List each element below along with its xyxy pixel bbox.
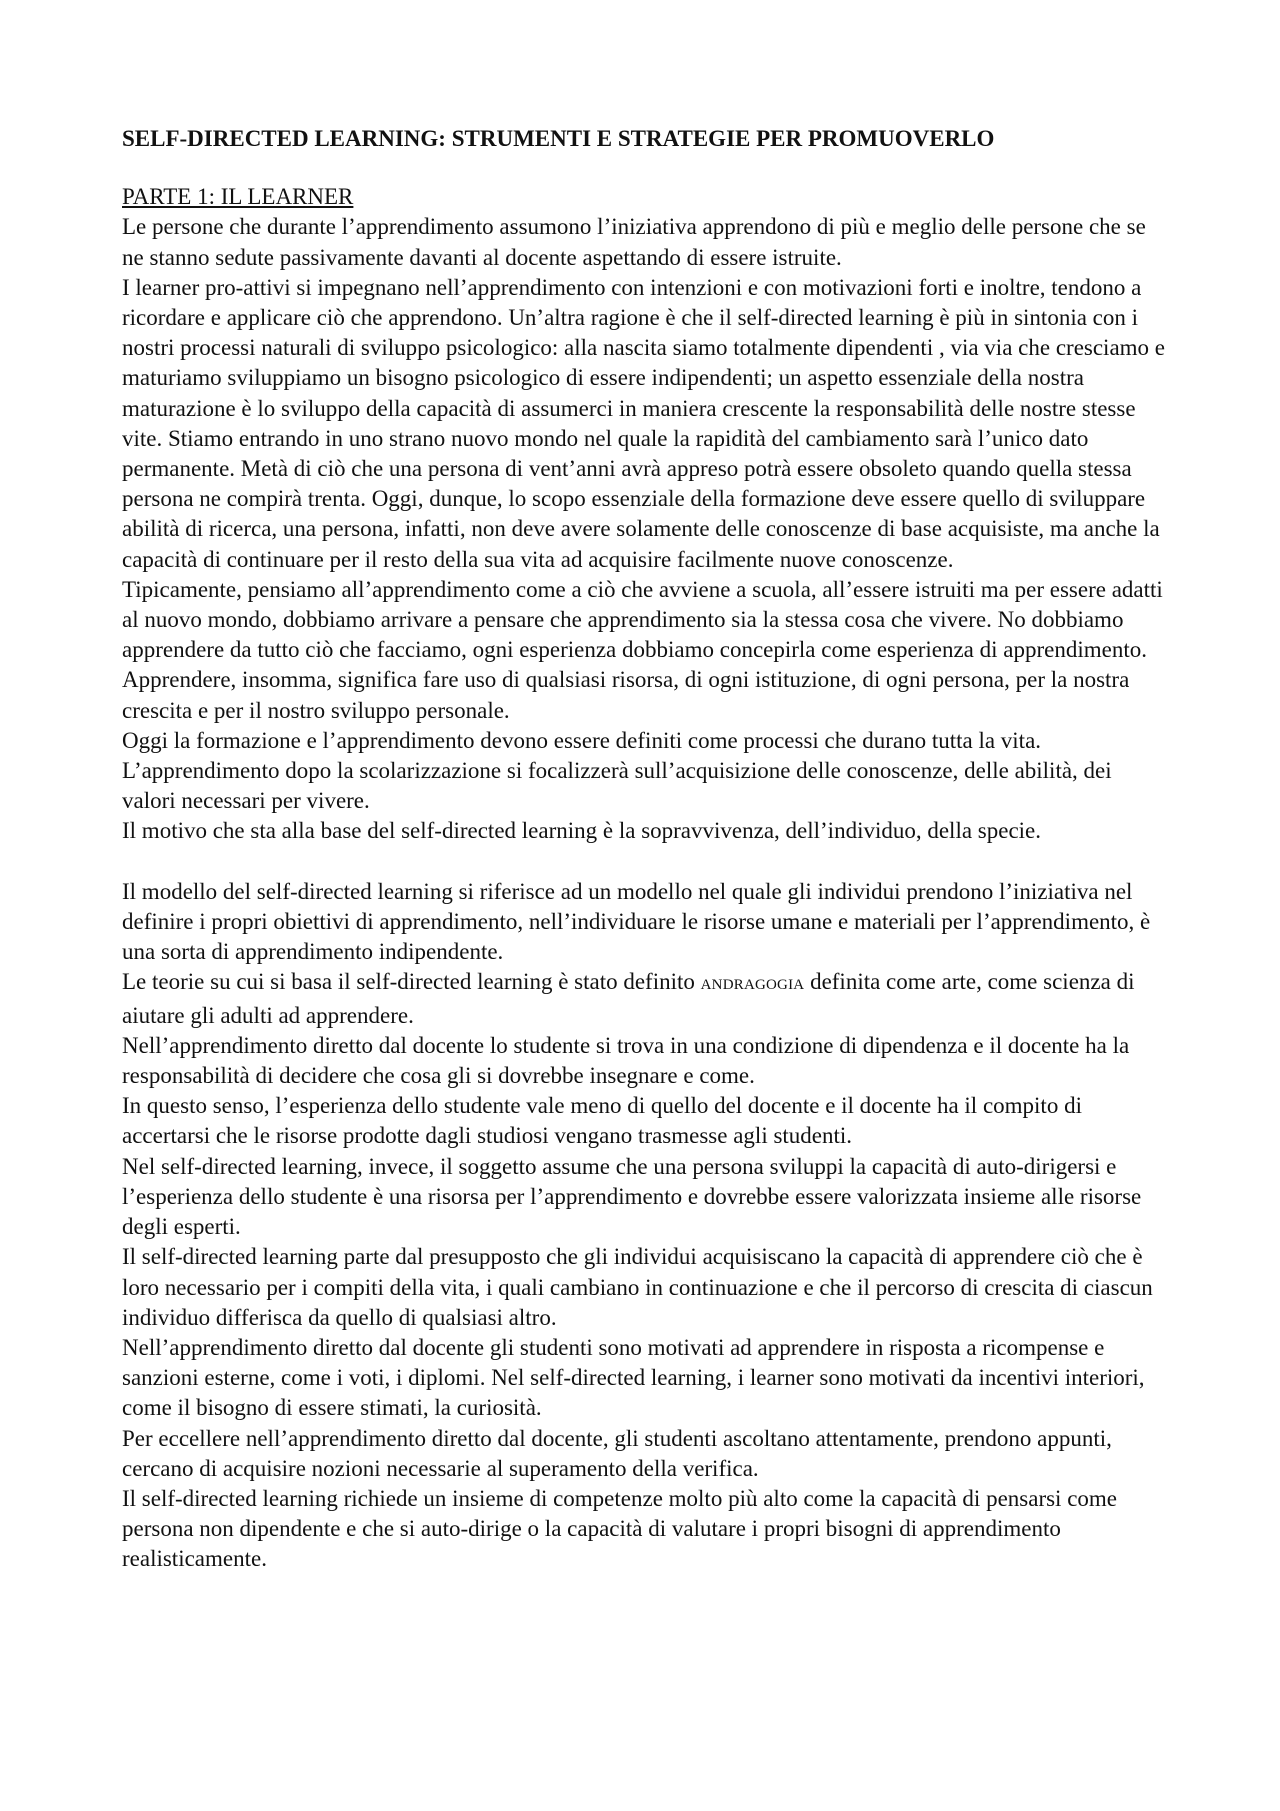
andragogia-text-after: definita come arte, come scienza di aiutare gli adulti ad apprendere. bbox=[122, 969, 1135, 1028]
paragraph: In questo senso, l’esperienza dello studente vale meno di quello del docente e il docente ha il compito di accertarsi che le risorse prodotte dagli studiosi vengano trasmesse agli studenti. bbox=[122, 1093, 1082, 1149]
paragraph: Nell’apprendimento diretto dal docente gli studenti sono motivati ad apprendere in risposta a ricompense e sanzioni esterne, come i voti, i diplomi. Nel self-directed learning, i learner sono motivati da incentivi interiori, come il bisogno di essere stimati, la curiosità. bbox=[122, 1334, 1145, 1421]
document-title: SELF-DIRECTED LEARNING: STRUMENTI E STRATEGIE PER PROMUOVERLO bbox=[122, 126, 995, 151]
paragraph: Il modello del self-directed learning si riferisce ad un modello nel quale gli individui prendono l’iniziativa nel definire i propri obiettivi di apprendimento, nell’individuare le risorse umane e materiali per l’apprendimento, è una sorta di apprendimento indipendente. bbox=[122, 878, 1151, 965]
paragraph: Le persone che durante l’apprendimento assumono l’iniziativa apprendono di più e meglio delle persone che se ne stanno sedute passivamente davanti al docente aspettando di essere istruite. bbox=[122, 214, 1146, 270]
section-heading: PARTE 1: IL LEARNER bbox=[122, 184, 354, 210]
paragraph: Per eccellere nell’apprendimento diretto dal docente, gli studenti ascoltano attentamente, prendono appunti, cercano di acquisire nozioni necessarie al superamento della verifica. bbox=[122, 1425, 1112, 1481]
paragraph-andragogia bbox=[122, 967, 1168, 1030]
paragraph: Oggi la formazione e l’apprendimento devono essere definiti come processi che durano tutta la vita. L’apprendimento dopo la scolarizzazione si focalizzerà sull’acquisizione delle conoscenze, delle abilità, dei valori necessari per vivere. bbox=[122, 727, 1112, 814]
paragraph: Nel self-directed learning, invece, il soggetto assume che una persona sviluppi la capacità di auto-dirigersi e l’esperienza dello studente è una risorsa per l’apprendimento e dovrebbe essere valorizzata insieme alle risorse degli esperti. bbox=[122, 1153, 1142, 1240]
document-body bbox=[122, 124, 1168, 1575]
paragraph-gap bbox=[122, 847, 1168, 877]
paragraph: Il self-directed learning parte dal presupposto che gli individui acquisiscano la capacità di apprendere ciò che è loro necessario per i compiti della vita, i quali cambiano in continuazione e che il percorso di crescita di ciascun individuo differisca da quello di qualsiasi altro. bbox=[122, 1244, 1153, 1330]
paragraph: Nell’apprendimento diretto dal docente lo studente si trova in una condizione di dipendenza e il docente ha la responsabilità di decidere che cosa gli si dovrebbe insegnare e come. bbox=[122, 1032, 1130, 1089]
andragogia-term: ANDRAGOGIA bbox=[700, 977, 805, 994]
paragraph: Tipicamente, pensiamo all’apprendimento come a ciò che avviene a scuola, all’essere istruiti ma per essere adatti al nuovo mondo, dobbiamo arrivare a pensare che apprendimento sia la stessa cosa che vivere. No dobbiamo apprendere da tutto ciò che facciamo, ogni esperienza dobbiamo concepirla come esperienza di apprendimento. Apprendere, insomma, significa fare uso di qualsiasi risorsa, di ogni istituzione, di ogni persona, per la nostra crescita e per il nostro sviluppo personale. bbox=[122, 576, 1163, 723]
andragogia-text-before: Le teorie su cui si basa il self-directed learning è stato definito bbox=[122, 969, 701, 995]
paragraph: Il self-directed learning richiede un insieme di competenze molto più alto come la capacità di pensarsi come persona non dipendente e che si auto-dirige o la capacità di valutare i propri bisogni di apprendimento realisticamente. bbox=[122, 1485, 1117, 1572]
paragraph: I learner pro-attivi si impegnano nell’apprendimento con intenzioni e con motivazioni forti e inoltre, tendono a ricordare e applicare ciò che apprendono. Un’altra ragione è che il self-directed learning è più in sintonia con i nostri processi naturali di sviluppo psicologico: alla nascita siamo totalmente dipendenti , via via che cresciamo e maturiamo sviluppiamo un bisogno psicologico di essere indipendenti; un aspetto essenziale della nostra maturazione è lo sviluppo della capacità di assumerci in maniera crescente la responsabilità delle nostre stesse vite. Stiamo entrando in uno strano nuovo mondo nel quale la rapidità del cambiamento sarà l’unico dato permanente. Metà di ciò che una persona di vent’anni avrà appreso potrà essere obsoleto quando quella stessa persona ne compirà trenta. Oggi, dunque, lo scopo essenziale della formazione deve essere quello di sviluppare abilità di ricerca, una persona, infatti, non deve avere solamente delle conoscenze di base acquisiste, ma anche la capacità di continuare per il resto della sua vita ad acquisire facilmente nuove conoscenze. bbox=[122, 274, 1166, 572]
paragraph: Il motivo che sta alla base del self-directed learning è la sopravvivenza, dell’individuo, della specie. bbox=[122, 818, 1042, 844]
